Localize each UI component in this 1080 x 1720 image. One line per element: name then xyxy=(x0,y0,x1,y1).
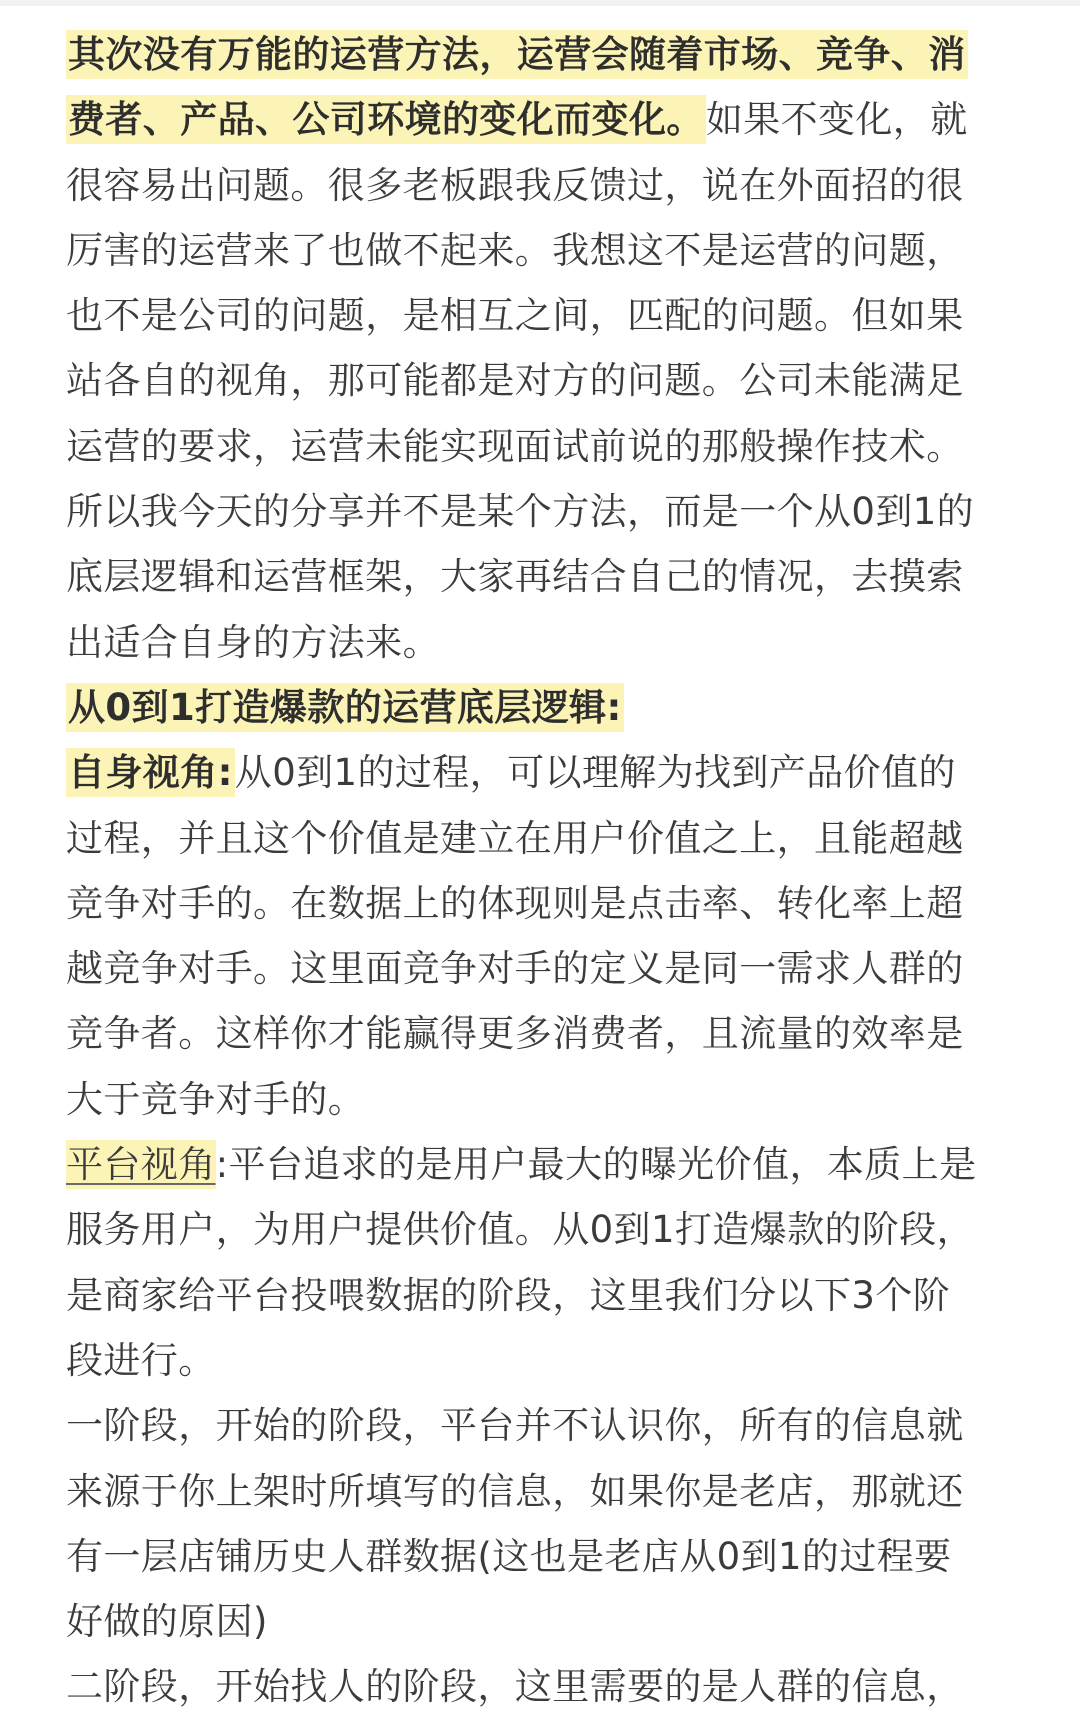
text-line: 越竞争对手。这里面竞争对手的定义是同一需求人群的 xyxy=(66,947,964,991)
paragraph-stage-two xyxy=(66,1654,1014,1719)
text-line: 大于竞争对手的。 xyxy=(66,1077,366,1121)
top-divider xyxy=(0,0,1080,6)
self-perspective-label: 自身视角: xyxy=(66,748,235,797)
text-line: 站各自的视角，那可能都是对方的问题。公司未能满足 xyxy=(66,359,964,403)
body-text: 从0到1的过程，可以理解为找到产品价值的 xyxy=(234,751,956,795)
highlighted-text: 其次没有万能的运营方法，运营会随着市场、竞争、消 xyxy=(66,30,968,79)
body-text: :平台追求的是用户最大的曝光价值，本质上是 xyxy=(215,1143,977,1187)
paragraph-stage-one xyxy=(66,1393,1014,1654)
text-line: 二阶段，开始找人的阶段，这里需要的是人群的信息， xyxy=(66,1665,964,1709)
text-line: 运营的要求，运营未能实现面试前说的那般操作技术。 xyxy=(66,424,964,468)
body-text: 如果不变化，就 xyxy=(705,98,968,142)
article-body xyxy=(66,22,1014,1720)
text-line: 很容易出问题。很多老板跟我反馈过，说在外面招的很 xyxy=(66,163,964,207)
text-line: 是商家给平台投喂数据的阶段，这里我们分以下3个阶 xyxy=(66,1273,951,1317)
text-line xyxy=(66,1132,1014,1197)
text-line: 竞争对手的。在数据上的体现则是点击率、转化率上超 xyxy=(66,881,964,925)
platform-perspective-label: 平台视角 xyxy=(66,1140,216,1189)
text-line: 有一层店铺历史人群数据(这也是老店从0到1的过程要 xyxy=(66,1534,952,1578)
section-heading xyxy=(66,675,1014,740)
text-line: 段进行。 xyxy=(66,1338,216,1382)
paragraph-self-perspective xyxy=(66,740,1014,1132)
text-line: 出适合自身的方法来。 xyxy=(66,620,440,664)
paragraph-intro xyxy=(66,22,1014,675)
text-line: 也不是公司的问题，是相互之间，匹配的问题。但如果 xyxy=(66,294,964,338)
text-line: 一阶段，开始的阶段，平台并不认识你，所有的信息就 xyxy=(66,1404,964,1448)
highlighted-text: 费者、产品、公司环境的变化而变化。 xyxy=(66,95,706,144)
text-line: 所以我今天的分享并不是某个方法，而是一个从0到1的 xyxy=(66,490,975,534)
heading-text: 从0到1打造爆款的运营底层逻辑: xyxy=(66,683,624,732)
text-line: 来源于你上架时所填写的信息，如果你是老店，那就还 xyxy=(66,1469,964,1513)
text-line: 厉害的运营来了也做不起来。我想这不是运营的问题， xyxy=(66,228,964,272)
text-line xyxy=(66,22,1014,87)
text-line xyxy=(66,87,1014,152)
text-line: 过程，并且这个价值是建立在用户价值之上，且能超越 xyxy=(66,816,964,860)
text-line: 好做的原因) xyxy=(66,1600,268,1644)
text-line: 服务用户，为用户提供价值。从0到1打造爆款的阶段， xyxy=(66,1208,975,1252)
paragraph-platform-perspective xyxy=(66,1132,1014,1393)
text-line xyxy=(66,740,1014,805)
text-line: 底层逻辑和运营框架，大家再结合自己的情况，去摸索 xyxy=(66,555,964,599)
text-line: 竞争者。这样你才能赢得更多消费者，且流量的效率是 xyxy=(66,1012,964,1056)
text-line xyxy=(66,675,1014,740)
